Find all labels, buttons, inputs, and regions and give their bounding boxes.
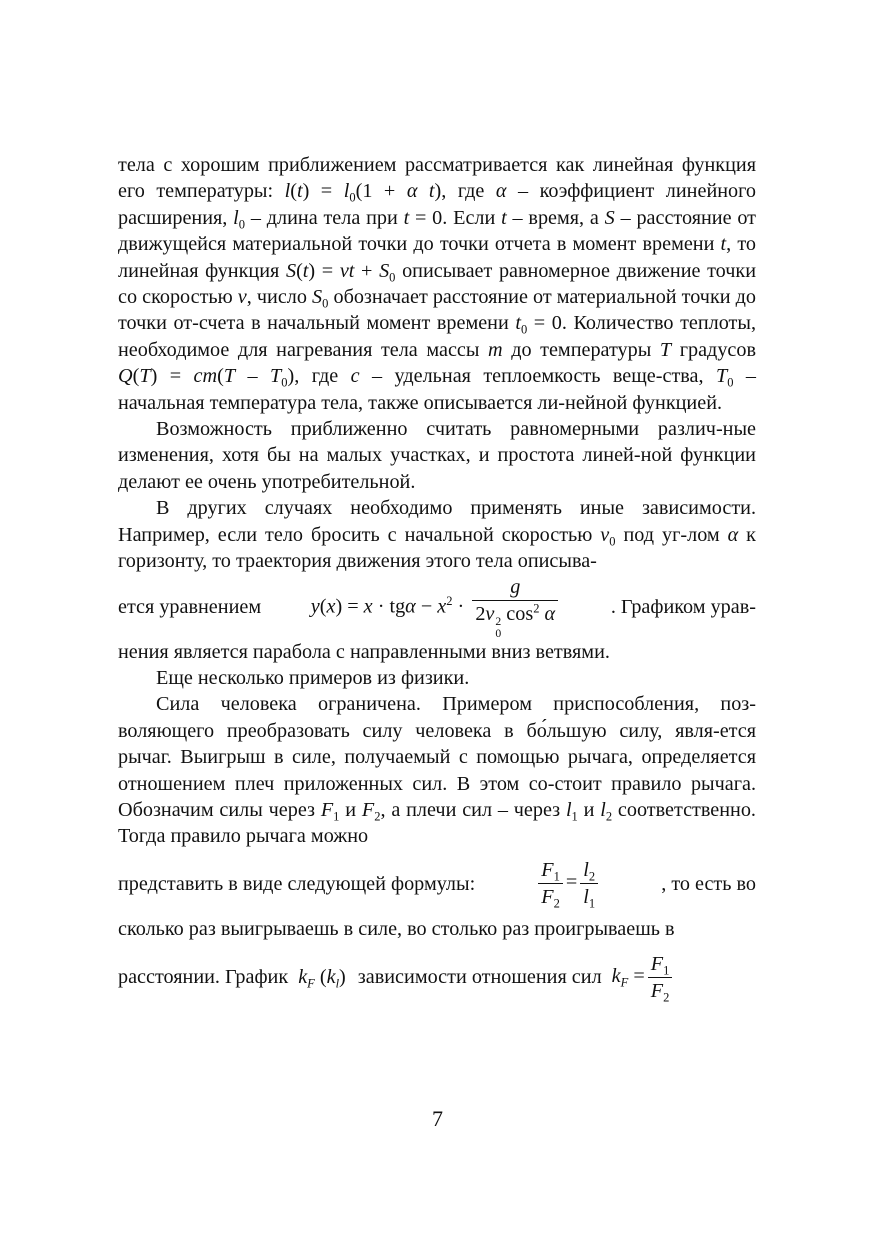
trajectory-equation: $y(x) = x \cdot tg\alpha - x^2$ · g 2v 2 0 $\cos^2 \alpha$ <box>311 575 561 641</box>
lever-rule-line: представить в виде следующей формулы: $\frac{F_1}{F_2}$ = $\frac{l_2}{l_1}$ , то есть во <box>118 859 756 911</box>
paragraph-4: Еще несколько примеров из физики. <box>156 666 470 689</box>
page-number: 7 <box>432 1106 443 1131</box>
lever-rule-formula: $\frac{F_1}{F_2}$ = $\frac{l_2}{l_1}$ <box>535 858 601 909</box>
paragraph-5-cont: сколько раз выигрываешь в силе, во столько раз проигрываешь в <box>118 917 675 940</box>
kf-definition-formula: $k_F$ = $\frac{F_1}{F_2}$ <box>612 952 676 1003</box>
kf-kl-formula: $k_F$ $(k_l)$ <box>298 965 346 991</box>
page-body <box>118 152 756 1008</box>
trajectory-equation-line: ется уравнением $y(x) = x \cdot tg\alpha - x^2$ · g 2v 2 0 $\cos^2 \alpha$ . Графиком урав- <box>118 575 756 641</box>
paragraph-5: Сила человека ограничена. Примером приспособления, поз-воляющего преобразовать силу человека в бо́льшую силу, явля-ется рычаг. Выигрыш в силе, получаемый с помощью рычага, определяется отношением плеч приложенных сил. В этом со-стоит правило рычага. Обозначим силы через $F_1$ и $F_2$, а плечи сил – через $l_1$ и $l_2$ соответственно. Тогда правило рычага можно <box>118 693 756 848</box>
force-ratio-line: расстоянии. График $k_F$ $(k_l)$ зависимости отношения сил $k_F$ = $\frac{F_1}{F_2}$ <box>118 946 756 1008</box>
paragraph-2: Возможность приближенно считать равномерными различ-ные изменения, хотя бы на малых участках, и простота линей-ной функции делают ее очень употребительной. <box>118 418 756 493</box>
paragraph-3: В других случаях необходимо применять иные зависимости. Например, если тело бросить с начальной скоростью $v_0$ под уг-лом α к горизонту, то траектория движения этого тела описыва- <box>118 497 756 573</box>
paragraph-1: тела с хорошим приближением рассматривается как линейная функция его температуры: $l(t) = l_0(1 + \alpha$ t), где α – коэффициент линейного расширения, $l_0$ – длина тела при t = 0. Если t – время, а S – расстояние от движущейся материальной точки до точки отчета в момент времени t, то линейная функция S(t) = vt + $S_0$ описывает равномерное движение точки со скоростью v, число $S_0$ обозначает расстояние от материальной точки до точки от-счета в начальный момент времени $t_0 = 0$. Количество теплоты, необходимое для нагревания тела массы m до температуры T градусов $Q(T) = cm(T - T_0)$, где c – удельная теплоемкость веще-ства, $T_0$ – начальная температура тела, также описывается ли-нейной функцией. <box>118 154 757 414</box>
paragraph-3-end: нения является парабола с направленными вниз ветвями. <box>118 640 610 663</box>
